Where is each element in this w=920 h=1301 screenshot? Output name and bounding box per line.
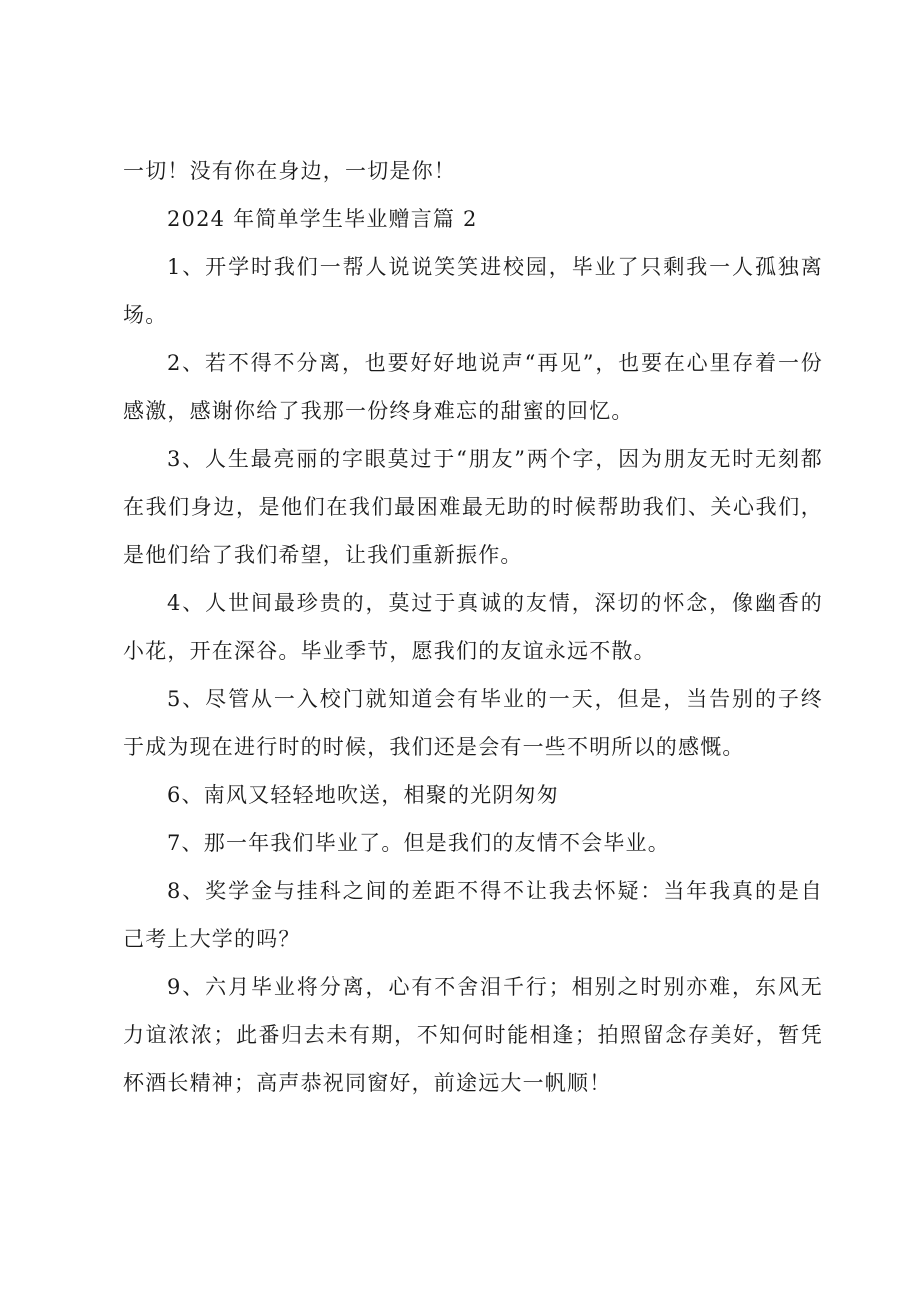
list-item: 9、六月毕业将分离，心有不舍泪千行；相别之时别亦难，东风无力谊浓浓；此番归去未有期，不知何时能相逢；拍照留念存美好，暂凭杯酒长精神；高声恭祝同窗好，前途远大一帆顺！	[123, 975, 823, 1095]
list-item: 5、尽管从一入校门就知道会有毕业的一天，但是，当告别的子终于成为现在进行时的时候，我们还是会有一些不明所以的感慨。	[123, 687, 823, 759]
section-heading: 2024 年简单学生毕业赠言篇 2	[167, 207, 478, 231]
list-item: 7、那一年我们毕业了。但是我们的友情不会毕业。	[167, 831, 670, 855]
list-item: 6、南风又轻轻地吹送，相聚的光阴匆匆	[167, 783, 559, 807]
list-item: 4、人世间最珍贵的，莫过于真诚的友情，深切的怀念，像幽香的小花，开在深谷。毕业季节，愿我们的友谊永远不散。	[123, 591, 823, 663]
list-item: 2、若不得不分离，也要好好地说声“再见”，也要在心里存着一份感激，感谢你给了我那一份终身难忘的甜蜜的回忆。	[123, 351, 823, 423]
document-body	[123, 147, 823, 1107]
list-item: 8、奖学金与挂科之间的差距不得不让我去怀疑：当年我真的是自己考上大学的吗？	[123, 879, 823, 951]
list-item: 1、开学时我们一帮人说说笑笑进校园，毕业了只剩我一人孤独离场。	[123, 255, 823, 327]
list-item: 3、人生最亮丽的字眼莫过于“朋友”两个字，因为朋友无时无刻都在我们身边，是他们在我们最困难最无助的时候帮助我们、关心我们，是他们给了我们希望，让我们重新振作。	[123, 447, 823, 567]
continuation-line: 一切！没有你在身边，一切是你！	[123, 159, 456, 183]
